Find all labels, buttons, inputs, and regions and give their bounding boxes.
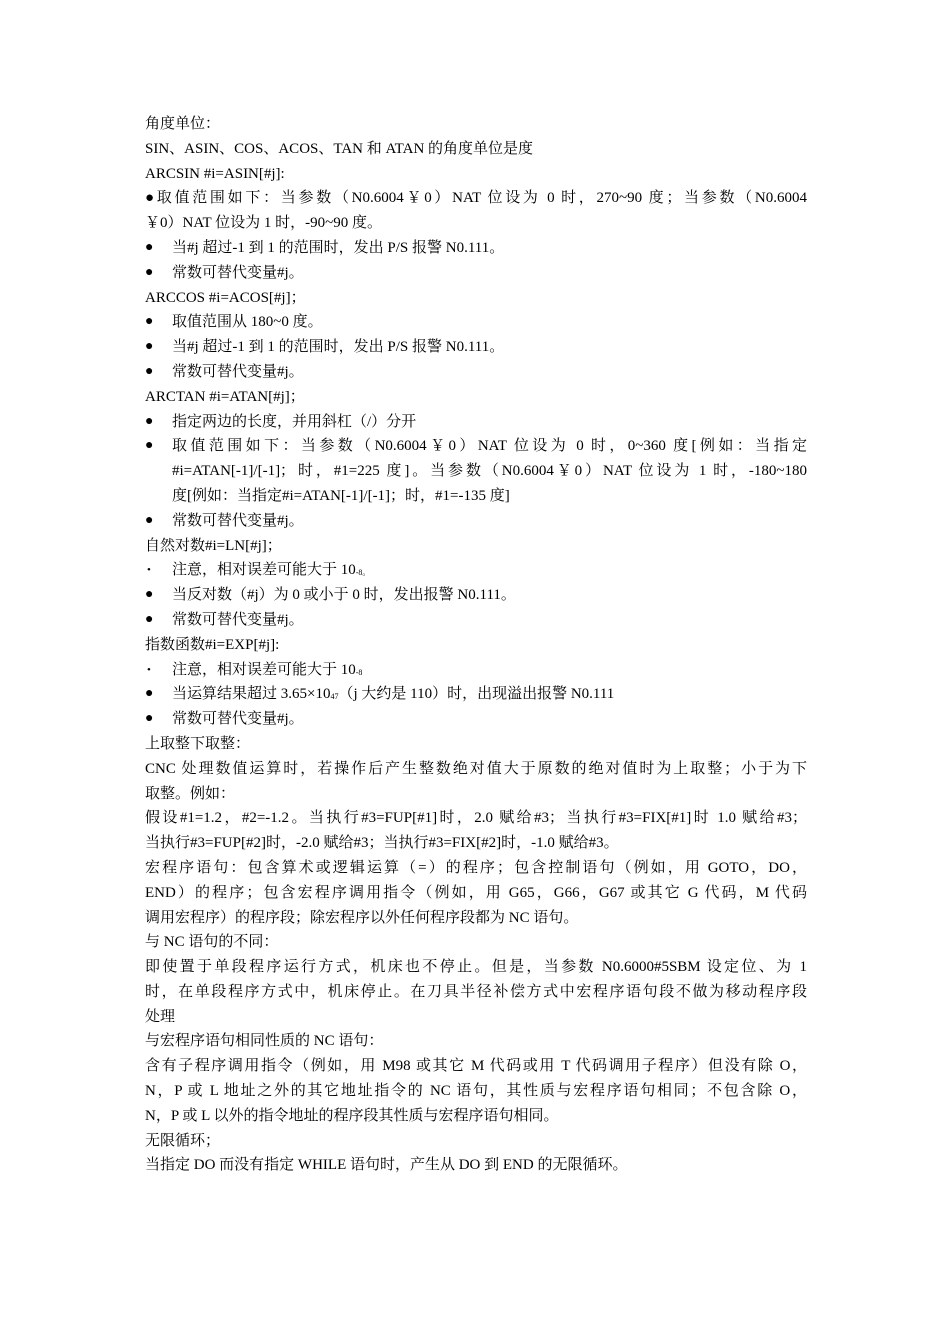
bullet-icon: ● — [145, 611, 154, 627]
bullet-item — [145, 558, 807, 583]
bullet-icon: ● — [145, 413, 154, 429]
bullet-item — [145, 608, 807, 633]
text-line: ARCSIN #i=ASIN[#j]: — [145, 165, 285, 182]
text-line: ARCCOS #i=ACOS[#j]； — [145, 289, 306, 306]
bullet-text: 当反对数（#j）为 0 或小于 0 时，发出报警 N0.111。 — [172, 587, 516, 604]
bullet-icon: ● — [145, 314, 154, 330]
bullet-icon: ● — [145, 512, 154, 528]
bullet-text: 指定两边的长度，并用斜杠（/）分开 — [172, 413, 417, 430]
bullet-text: 常数可替代变量#j。 — [172, 363, 304, 380]
bullet-text: 取值范围如下：当参数（N0.6004￥0）NAT 位设为 0 时，0~360 度[例如：当指定 — [172, 438, 807, 455]
text-line: N，P 或 L 地址之外的其它地址指令的 NC 语句，其性质与宏程序语句相同；不包含除 O， — [145, 1083, 807, 1100]
text-line: 上取整下取整： — [145, 735, 251, 752]
text-line: 当执行#3=FUP[#2]时，-2.0 赋给#3；当执行#3=FIX[#2]时，-1.0 赋给#3。 — [145, 835, 619, 852]
text-line: 当指定 DO 而没有指定 WHILE 语句时，产生从 DO 到 END 的无限循环。 — [145, 1157, 628, 1174]
bullet-icon: ● — [145, 264, 154, 280]
exponent: 47 — [330, 692, 339, 702]
text-line: 取整。例如： — [145, 785, 236, 802]
text-line: N，P 或 L 以外的指令地址的程序段其性质与宏程序语句相同。 — [145, 1107, 559, 1124]
bullet-item — [145, 310, 807, 335]
bullet-text: 取值范围从 180~0 度。 — [172, 314, 323, 331]
bullet-icon: ● — [145, 686, 154, 702]
bullet-item — [145, 236, 807, 261]
text-line: 与宏程序语句相同性质的 NC 语句： — [145, 1033, 384, 1050]
bullet-text: 常数可替代变量#j。 — [172, 611, 304, 628]
bullet-icon: ● — [145, 711, 154, 727]
text-line: 即使置于单段程序运行方式，机床也不停止。但是，当参数 N0.6000#5SBM 设定位、为 1 — [145, 959, 807, 976]
exponent: -8。 — [355, 568, 371, 578]
text-line: ●取值范围如下：当参数（N0.6004￥0）NAT 位设为 0 时，270~90 度；当参数（N0.6004 — [145, 190, 807, 207]
document-body — [145, 112, 807, 1178]
text-line: #i=ATAN[-1]/[-1]；时，#1=225 度]。当参数（N0.6004￥0）NAT 位设为 1 时，-180~180 — [172, 463, 807, 480]
text-line: 无限循环； — [145, 1132, 221, 1149]
bullet-item — [145, 261, 807, 286]
text-line: CNC 处理数值运算时，若操作后产生整数绝对值大于原数的绝对值时为上取整；小于为下 — [145, 760, 807, 777]
exponent: -8 — [355, 667, 363, 677]
bullet-icon: ● — [145, 239, 154, 255]
bullet-item — [145, 682, 807, 707]
bullet-item — [145, 410, 807, 435]
bullet-text: （j 大约是 110）时，出现溢出报警 N0.111 — [338, 686, 615, 703]
small-bullet-icon: • — [147, 663, 151, 676]
text-line: 时，在单段程序方式中，机床停止。在刀具半径补偿方式中宏程序语句段不做为移动程序段 — [145, 983, 807, 1000]
bullet-item — [145, 658, 807, 683]
text-line: 指数函数#i=EXP[#j]: — [145, 636, 280, 653]
bullet-item — [145, 335, 807, 360]
text-line: 度[例如：当指定#i=ATAN[-1]/[-1]；时，#1=-135 度] — [172, 487, 510, 504]
bullet-icon: ● — [145, 438, 154, 454]
text-line: ￥0）NAT 位设为 1 时，-90~90 度。 — [145, 215, 383, 232]
bullet-text: 当#j 超过-1 到 1 的范围时，发出 P/S 报警 N0.111。 — [172, 239, 505, 256]
text-line: 角度单位： — [145, 116, 221, 132]
text-line: 处理 — [145, 1008, 176, 1025]
text-line: SIN、ASIN、COS、ACOS、TAN 和 ATAN 的角度单位是度 — [145, 140, 534, 157]
bullet-text: 当运算结果超过 3.65×10 — [172, 686, 331, 703]
text-line: 与 NC 语句的不同： — [145, 934, 279, 951]
text-line: 假设#1=1.2，#2=-1.2。当执行#3=FUP[#1]时，2.0 赋给#3；当执行#3=FIX[#1]时 1.0 赋给#3； — [145, 810, 807, 827]
text-line: 宏程序语句：包含算术或逻辑运算（=）的程序；包含控制语句（例如，用 GOTO，DO， — [145, 859, 807, 876]
text-line: 含有子程序调用指令（例如，用 M98 或其它 M 代码或用 T 代码调用子程序）但没有除 O， — [145, 1058, 807, 1075]
bullet-text: 常数可替代变量#j。 — [172, 512, 304, 529]
bullet-text: 常数可替代变量#j。 — [172, 264, 304, 281]
text-line: END）的程序；包含宏程序调用指令（例如，用 G65，G66，G67 或其它 G 代码，M 代码 — [145, 884, 807, 901]
bullet-icon: ● — [145, 587, 154, 603]
small-bullet-icon: • — [147, 564, 151, 577]
text-line: ARCTAN #i=ATAN[#j]； — [145, 388, 305, 405]
bullet-item — [145, 583, 807, 608]
bullet-item — [145, 509, 807, 534]
bullet-item — [145, 707, 807, 732]
bullet-icon: ● — [145, 363, 154, 379]
bullet-item — [145, 360, 807, 385]
bullet-item — [145, 434, 807, 459]
text-line: 调用宏程序）的程序段；除宏程序以外任何程序段都为 NC 语句。 — [145, 909, 579, 926]
bullet-text: 注意，相对误差可能大于 10 — [172, 562, 356, 579]
bullet-text: 常数可替代变量#j。 — [172, 711, 304, 728]
bullet-text: 注意，相对误差可能大于 10 — [172, 661, 356, 678]
bullet-icon: ● — [145, 339, 154, 355]
bullet-text: 当#j 超过-1 到 1 的范围时，发出 P/S 报警 N0.111。 — [172, 339, 505, 356]
text-line: 自然对数#i=LN[#j]； — [145, 537, 282, 554]
